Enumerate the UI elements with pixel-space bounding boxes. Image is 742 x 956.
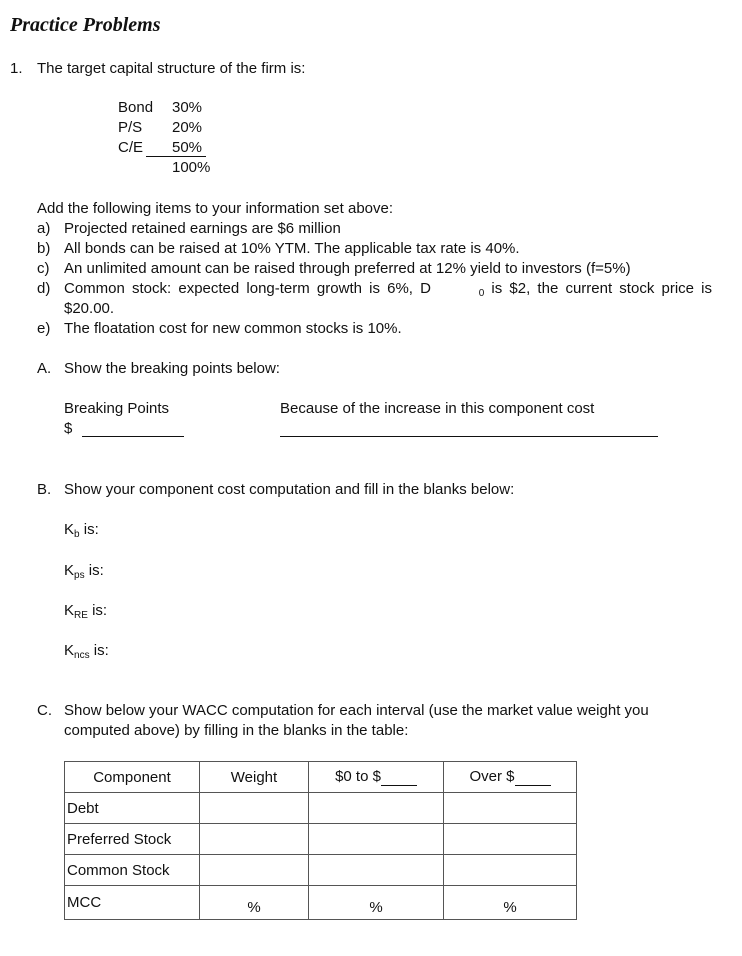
cell[interactable] bbox=[200, 824, 309, 855]
question-number: 1. bbox=[10, 60, 23, 77]
table-row bbox=[65, 855, 577, 886]
cost-kps bbox=[64, 562, 104, 580]
cost-subscript: b bbox=[74, 529, 80, 540]
structure-value: 20% bbox=[172, 119, 203, 136]
cost-symbol: K bbox=[64, 562, 75, 579]
structure-label: C/E bbox=[118, 139, 144, 156]
cell[interactable] bbox=[309, 793, 444, 824]
percent-cell[interactable]: % bbox=[309, 886, 444, 920]
cost-subscript: RE bbox=[74, 610, 88, 621]
part-letter: C. bbox=[37, 702, 52, 719]
cost-suffix: is: bbox=[84, 562, 104, 579]
percent-cell[interactable]: % bbox=[444, 886, 577, 920]
cell[interactable] bbox=[200, 855, 309, 886]
item-text: An unlimited amount can be raised through preferred at 12% yield to investors (f=5%) bbox=[64, 260, 631, 277]
part-text: Show the breaking points below: bbox=[64, 360, 280, 377]
table-row bbox=[65, 793, 577, 824]
row-label: Debt bbox=[65, 793, 200, 824]
item-letter: a) bbox=[37, 220, 51, 237]
item-letter: e) bbox=[37, 320, 51, 337]
cost-suffix: is: bbox=[79, 521, 99, 538]
blank[interactable] bbox=[515, 768, 551, 786]
table-row bbox=[65, 886, 577, 920]
cell[interactable] bbox=[444, 855, 577, 886]
cell[interactable] bbox=[309, 824, 444, 855]
wacc-table bbox=[64, 761, 577, 920]
item-letter: b) bbox=[37, 240, 51, 257]
cost-symbol: K bbox=[64, 602, 75, 619]
structure-label: Bond bbox=[118, 99, 154, 116]
row-label: MCC bbox=[65, 886, 200, 920]
cost-subscript: ncs bbox=[74, 650, 90, 661]
structure-value: 30% bbox=[172, 99, 203, 116]
row-label: Preferred Stock bbox=[65, 824, 200, 855]
structure-label: P/S bbox=[118, 119, 143, 136]
header-weight: Weight bbox=[200, 762, 309, 793]
item-text-cont bbox=[64, 280, 712, 298]
item-text: The floatation cost for new common stocks is 10%. bbox=[64, 320, 402, 337]
page-title: Practice Problems bbox=[10, 14, 161, 36]
part-letter: B. bbox=[37, 481, 52, 498]
header-interval-2 bbox=[444, 762, 577, 793]
header-text: Over $ bbox=[469, 768, 515, 785]
cell[interactable] bbox=[309, 855, 444, 886]
breaking-points-header: Breaking Points bbox=[64, 400, 170, 417]
cost-symbol: K bbox=[64, 521, 75, 538]
percent-cell[interactable]: % bbox=[200, 886, 309, 920]
table-header-row bbox=[65, 762, 577, 793]
header-component: Component bbox=[65, 762, 200, 793]
part-letter: A. bbox=[37, 360, 52, 377]
item-text: All bonds can be raised at 10% YTM. The applicable tax rate is 40%. bbox=[64, 240, 520, 257]
cost-suffix: is: bbox=[89, 642, 109, 659]
item-letter: c) bbox=[37, 260, 50, 277]
part-text-line1: Show below your WACC computation for each interval (use the market value weight you bbox=[64, 702, 649, 719]
subscript: 0 bbox=[478, 288, 485, 299]
cost-kncs bbox=[64, 642, 109, 660]
part-text-line2: computed above) by filling in the blanks in the table: bbox=[64, 722, 409, 739]
header-text: $0 to $ bbox=[335, 768, 381, 785]
add-intro: Add the following items to your information set above: bbox=[37, 200, 394, 217]
cell[interactable] bbox=[200, 793, 309, 824]
question-text: The target capital structure of the firm is: bbox=[37, 60, 306, 77]
structure-value: 50% bbox=[172, 139, 203, 156]
item-text-part: is $2, the current stock price is bbox=[484, 280, 712, 297]
part-text: Show your component cost computation and fill in the blanks below: bbox=[64, 481, 515, 498]
item-text: Projected retained earnings are $6 million bbox=[64, 220, 341, 237]
breaking-point-blank[interactable] bbox=[82, 436, 184, 437]
dollar-sign: $ bbox=[64, 420, 73, 437]
cost-kb bbox=[64, 521, 99, 539]
cost-subscript: ps bbox=[74, 570, 85, 581]
cost-kre bbox=[64, 602, 107, 620]
cost-symbol: K bbox=[64, 642, 75, 659]
row-label: Common Stock bbox=[65, 855, 200, 886]
header-interval-1 bbox=[309, 762, 444, 793]
table-row bbox=[65, 824, 577, 855]
cell[interactable] bbox=[444, 793, 577, 824]
item-text-part: Common stock: expected long-term growth is 6%, D bbox=[64, 280, 431, 297]
cell[interactable] bbox=[444, 824, 577, 855]
blank[interactable] bbox=[381, 768, 417, 786]
item-letter: d) bbox=[37, 280, 51, 297]
item-text-line2: $20.00. bbox=[64, 300, 115, 317]
component-cost-blank[interactable] bbox=[280, 436, 658, 437]
cost-suffix: is: bbox=[87, 602, 108, 619]
component-cost-header: Because of the increase in this component cost bbox=[280, 400, 595, 417]
structure-total: 100% bbox=[172, 159, 211, 176]
